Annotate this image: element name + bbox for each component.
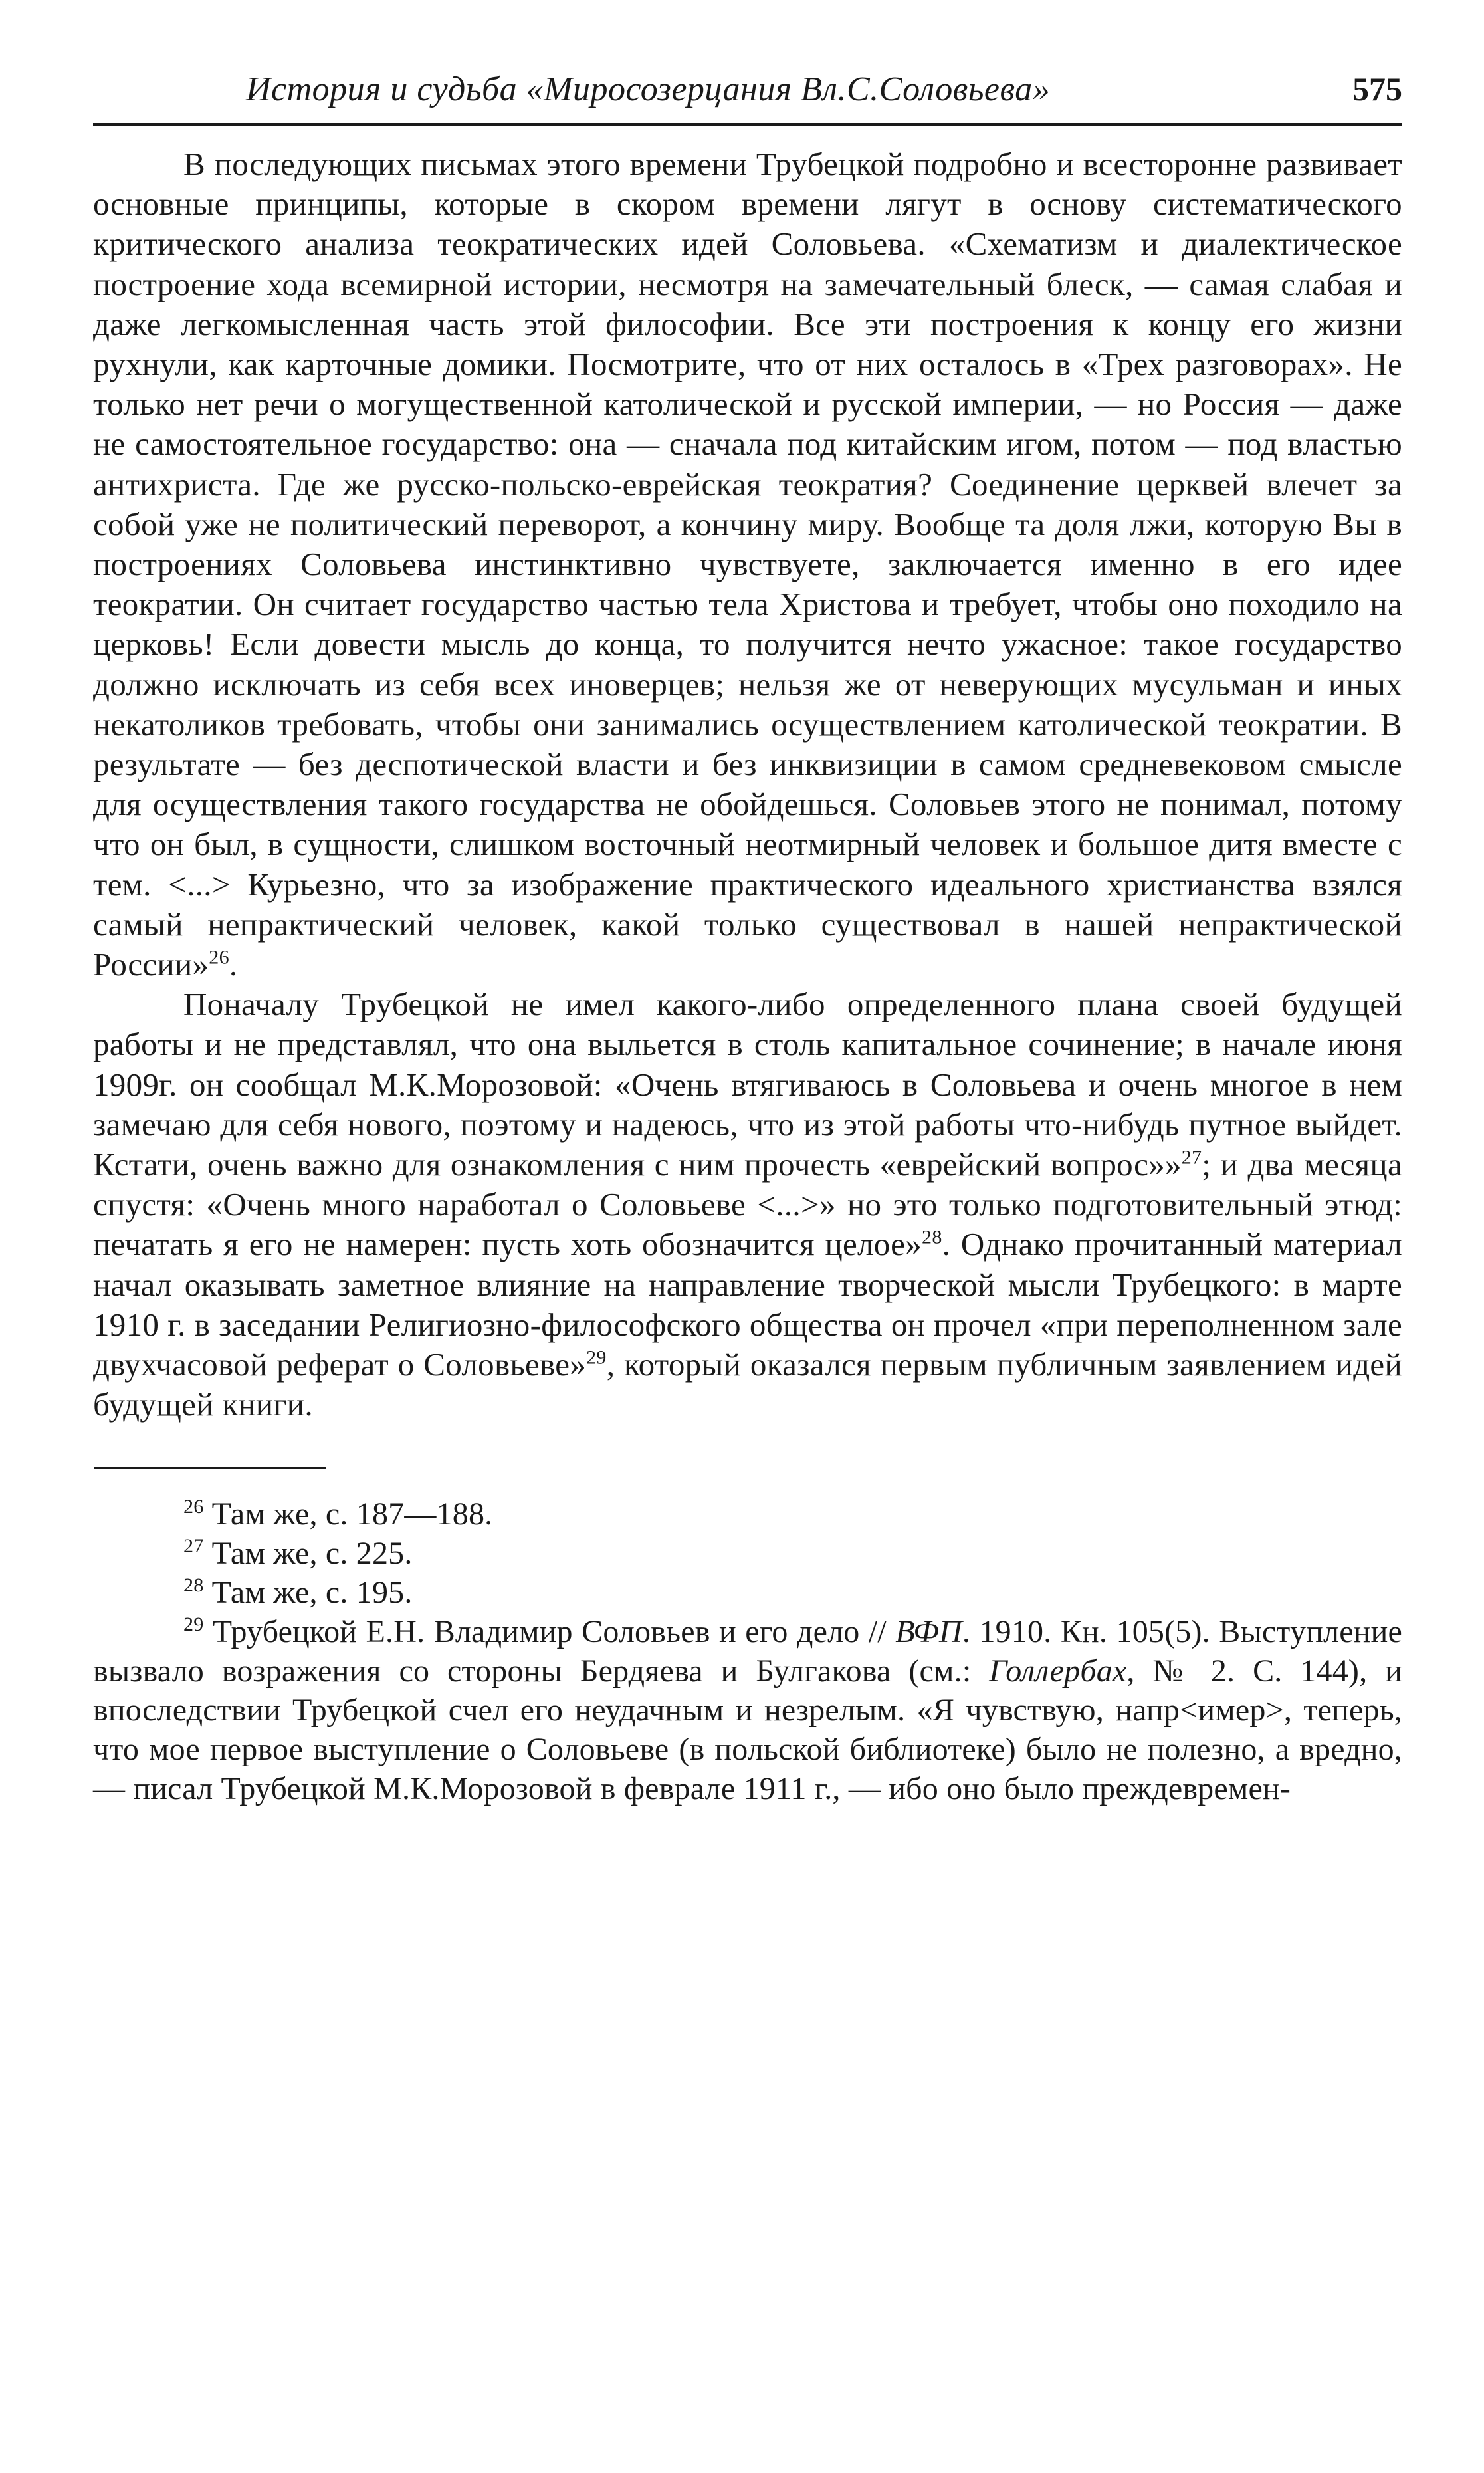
footnote-ref-26: 26 — [209, 946, 229, 969]
footnote-28 — [93, 1573, 1402, 1612]
footnote-text-a: Трубецкой Е.Н. Владимир Соловьев и его дело // — [212, 1613, 896, 1649]
footnote-29 — [93, 1612, 1402, 1808]
running-title: История и судьба «Миросозерцания Вл.С.Соловьева» — [246, 70, 1051, 108]
footnote-text-c: , № 2. С. 144), и впоследствии Трубецкой счел его неудачным и незрелым. «Я чувствую, напр<имер>, теперь, что мое первое выступление о Соловьеве (в польской библиотеке) было не полезно, а вредно, — писал Трубецкой М.К.Морозовой в феврале 1911 г., — ибо оно было преждевремен- — [93, 1653, 1402, 1806]
footnote-27 — [93, 1534, 1402, 1573]
footnote-number: 26 — [183, 1495, 204, 1518]
paragraph-1: В последующих письмах этого времени Трубецкой подробно и всесторонне развивает основные принципы, которые в скором времени лягут в основу систематического критического анализа теократических идей Соловьева. «Схематизм и диалектическое построение хода всемирной истории, несмотря на замечательный блеск, — самая слабая и даже легкомысленная часть этой философии. Все эти построения к концу его жизни рухнули, как карточные домики. Посмотрите, что от них осталось в «Трех разговорах». Не только нет речи о могущественной католической и русской империи, — но Россия — даже не самостоятельное государство: она — сначала под китайским игом, потом — под властью антихриста. Где же русско-польско-еврейская теократия? Соединение церквей влечет за собой уже не политический переворот, а кончину миру. Вообще та доля лжи, которую Вы в построениях Соловьева инстинктивно чувствуете, заключается именно в его идее теократии. Он считает государство частью тела Христова и требует, чтобы оно походило на церковь! Если довести мысль до конца, то получится нечто ужасное: такое государство должно исключать из себя всех иноверцев; нельзя же от неверующих мусульман и иных некатоликов требовать, чтобы они занимались осуществлением католической теократии. В результате — без деспотической власти и без инквизиции в самом средневековом смысле для осуществления такого государства не обойдешься. Соловьев этого не понимал, потому что он был, в сущности, слишком восточный неотмирный человек и большое дитя вместе с тем. <...> Курьезно, что за изображение практического идеального христианства взялся самый непрактический человек, какой только существовал в нашей непрактической России»$^{26}$. — [93, 146, 1402, 983]
footnotes — [93, 1494, 1402, 1808]
paragraph-2-text-c: . Однако прочитанный материал начал оказывать заметное влияние на направление творческой мысли Трубецкого: в марте 1910 г. в заседании Религиозно-философского общества он прочел «при переполненном зале двухчасовой реферат о Соловьеве» — [93, 1226, 1402, 1383]
main-text — [93, 144, 1402, 1425]
footnote-number: 29 — [183, 1613, 204, 1635]
paragraph-2-text-a: Поначалу Трубецкой не имел какого-либо определенного плана своей будущей работы и не представлял, что она выльется в столь капитальное сочинение; в начале июня 1909г. он сообщал М.К.Морозовой: «Очень втягиваюсь в Соловьева и очень многое в нем замечаю для себя нового, поэтому и надеюсь, что из этой работы что-нибудь путное выйдет. Кстати, очень важно для ознакомления с ним прочесть «еврейский вопрос»» — [93, 986, 1402, 1183]
footnote-number: 27 — [183, 1534, 204, 1557]
running-header — [93, 63, 1402, 126]
footnote-number: 28 — [183, 1574, 204, 1596]
paragraph-2-text-d: , который оказался первым публичным заявлением идей будущей книги. — [93, 1346, 1402, 1423]
paragraph-2-text-b: ; и два месяца спустя: «Очень много наработал о Соловьеве <...>» но это только подготовительный этюд: печатать я его не намерен: пусть хоть обозначится целое» — [93, 1146, 1402, 1263]
footnote-text-b: . 1910. Кн. 105(5). Выступление вызвало возражения со стороны Бердяева и Булгакова (см.: — [93, 1613, 1402, 1689]
footnote-divider — [94, 1467, 326, 1469]
cited-author: Голлербах — [989, 1653, 1127, 1689]
footnote-text: Там же, с. 225. — [211, 1535, 413, 1571]
footnote-ref-28: 28 — [922, 1227, 942, 1249]
footnote-text: Там же, с. 187—188. — [211, 1496, 493, 1532]
paragraph-2 — [93, 985, 1402, 1425]
footnote-ref-27: 27 — [1181, 1146, 1202, 1169]
page-number: 575 — [1352, 70, 1402, 108]
footnote-26 — [93, 1494, 1402, 1534]
footnote-ref-29: 29 — [586, 1346, 607, 1369]
journal-abbreviation: ВФП — [895, 1613, 962, 1649]
paragraph-1-text: В последующих письмах этого времени Трубецкой подробно и всесторонне развивает основные принципы, которые в скором времени лягут в основу систематического критического анализа теократических идей Соловьева. «Схематизм и диалектическое построение хода всемирной истории, несмотря на замечательный блеск, — самая слабая и даже легкомысленная часть этой философии. Все эти построения к концу его жизни рухнули, как карточные домики. Посмотрите, что от них осталось в «Трех разговорах». Не только нет речи о могущественной католической и русской империи, — но Россия — даже не самостоятельное государство: она — сначала под китайским игом, потом — под властью антихриста. Где же русско-польско-еврейская теократия? Соединение церквей влечет за собой уже не политический переворот, а кончину миру. Вообще та доля лжи, которую Вы в построениях Соловьева инстинктивно чувствуете, заключается именно в его идее теократии. Он считает государство частью тела Христова и требует, чтобы оно походило на церковь! Если довести мысль до конца, то получится нечто ужасное: такое государство должно исключать из себя всех иноверцев; нельзя же от неверующих мусульман и иных некатоликов требовать, чтобы они занимались осуществлением католической теократии. В результате — без деспотической власти и без инквизиции в самом средневековом смысле для осуществления такого государства не обойдешься. Соловьев этого не понимал, потому что он был, в сущности, слишком восточный неотмирный человек и большое дитя вместе с тем. <...> Курьезно, что за изображение практического идеального христианства взялся самый непрактический человек, какой только существовал в нашей непрактической России» — [93, 146, 1402, 983]
footnote-text: Там же, с. 195. — [211, 1574, 413, 1610]
book-page — [93, 63, 1402, 1808]
